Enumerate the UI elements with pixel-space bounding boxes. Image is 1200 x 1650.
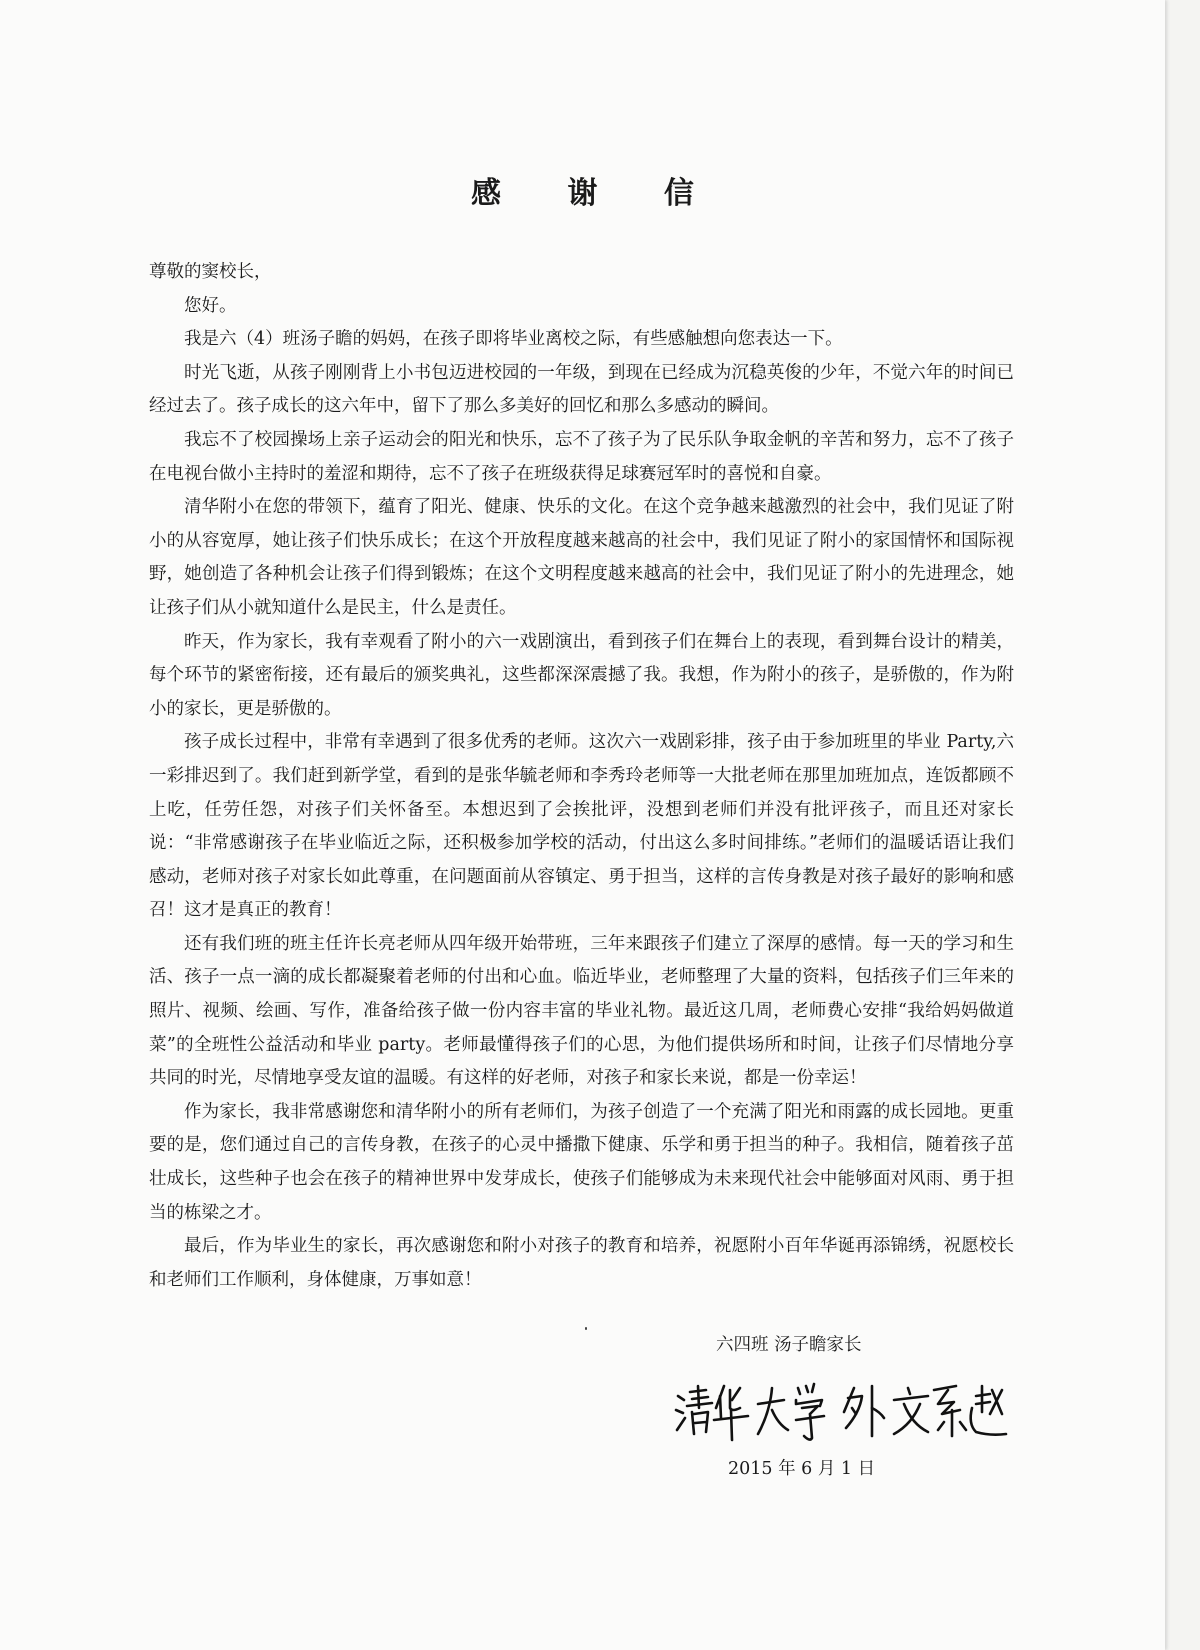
letter-date: 2015 年 6 月 1 日 (728, 1459, 876, 1479)
paragraph-class-teacher: 还有我们班的班主任许长亮老师从四年级开始带班，三年来跟孩子们建立了深厚的感情。每一天的学习和生活、孩子一点一滴的成长都凝聚着老师的付出和心血。临近毕业，老师整理了大量的资料，包括孩子们三年来的照片、视频、绘画、写作，准备给孩子做一份内容丰富的毕业礼物。最近这几周，老师费心安排“我给妈妈做道菜”的全班性公益活动和毕业 party。老师最懂得孩子们的心思，为他们提供场所和时间，让孩子们尽情地分享共同的时光，尽情地享受友谊的温暖。有这样的好老师，对孩子和家长来说，都是一份幸运！ (149, 933, 1014, 1089)
paragraph-closing-wishes: 最后，作为毕业生的家长，再次感谢您和附小对孩子的教育和培养，祝愿附小百年华诞再添锦绣，祝愿校长和老师们工作顺利，身体健康，万事如意！ (149, 1236, 1014, 1290)
paragraph-six-years: 时光飞逝，从孩子刚刚背上小书包迈进校园的一年级，到现在已经成为沉稳英俊的少年，不觉六年的时间已经过去了。孩子成长的这六年中，留下了那么多美好的回忆和那么多感动的瞬间。 (149, 362, 1014, 417)
paragraph-introduction: 我是六（4）班汤子瞻的妈妈，在孩子即将毕业离校之际，有些感触想向您表达一下。 (184, 329, 843, 350)
paragraph-teachers-rehearsal: 孩子成长过程中，非常有幸遇到了很多优秀的老师。这次六一戏剧彩排，孩子由于参加班里的毕业 Party,六一彩排迟到了。我们赶到新学堂，看到的是张华毓老师和李秀玲老师等一大批老师在那里加班加点，连饭都顾不上吃，任劳任怨，对孩子们关怀备至。本想迟到了会挨批评，没想到老师们并没有批评孩子，而且还对家长说：“非常感谢孩子在毕业临近之际，还积极参加学校的活动，付出这么多时间排练。”老师们的温暖话语让我们感动，老师对孩子对家长如此尊重，在问题面前从容镇定、勇于担当，这样的言传身教是对孩子最好的影响和感召！这才是真正的教育！ (149, 732, 1014, 921)
handwritten-signature (672, 1378, 1012, 1448)
salutation: 尊敬的窦校长， (149, 262, 272, 282)
paper-speck (585, 1327, 587, 1330)
letter-title: 感 谢 信 (471, 176, 722, 211)
signer-line: 六四班 汤子瞻家长 (716, 1335, 862, 1355)
paragraph-greeting: 您好。 (184, 295, 237, 316)
paragraph-school-culture: 清华附小在您的带领下，蕴育了阳光、健康、快乐的文化。在这个竞争越来越激烈的社会中，我们见证了附小的从容宽厚，她让孩子们快乐成长；在这个开放程度越来越高的社会中，我们见证了附小的家国情怀和国际视野，她创造了各种机会让孩子们得到锻炼；在这个文明程度越来越高的社会中，我们见证了附小的先进理念，她让孩子们从小就知道什么是民主，什么是责任。 (149, 497, 1014, 618)
letter-body (149, 256, 1014, 1297)
paragraph-drama-performance: 昨天，作为家长，我有幸观看了附小的六一戏剧演出，看到孩子们在舞台上的表现，看到舞台设计的精美，每个环节的紧密衔接，还有最后的颁奖典礼，这些都深深震撼了我。我想，作为附小的孩子，是骄傲的，作为附小的家长，更是骄傲的。 (149, 631, 1014, 719)
paragraph-memories: 我忘不了校园操场上亲子运动会的阳光和快乐，忘不了孩子为了民乐队争取金帆的辛苦和努力，忘不了孩子在电视台做小主持时的羞涩和期待，忘不了孩子在班级获得足球赛冠军时的喜悦和自豪。 (149, 429, 1014, 484)
paragraph-gratitude: 作为家长，我非常感谢您和清华附小的所有老师们，为孩子创造了一个充满了阳光和雨露的成长园地。更重要的是，您们通过自己的言传身教，在孩子的心灵中播撒下健康、乐学和勇于担当的种子。我相信，随着孩子茁壮成长，这些种子也会在孩子的精神世界中发芽成长，使孩子们能够成为未来现代社会中能够面对风雨、勇于担当的栋梁之才。 (149, 1101, 1014, 1223)
